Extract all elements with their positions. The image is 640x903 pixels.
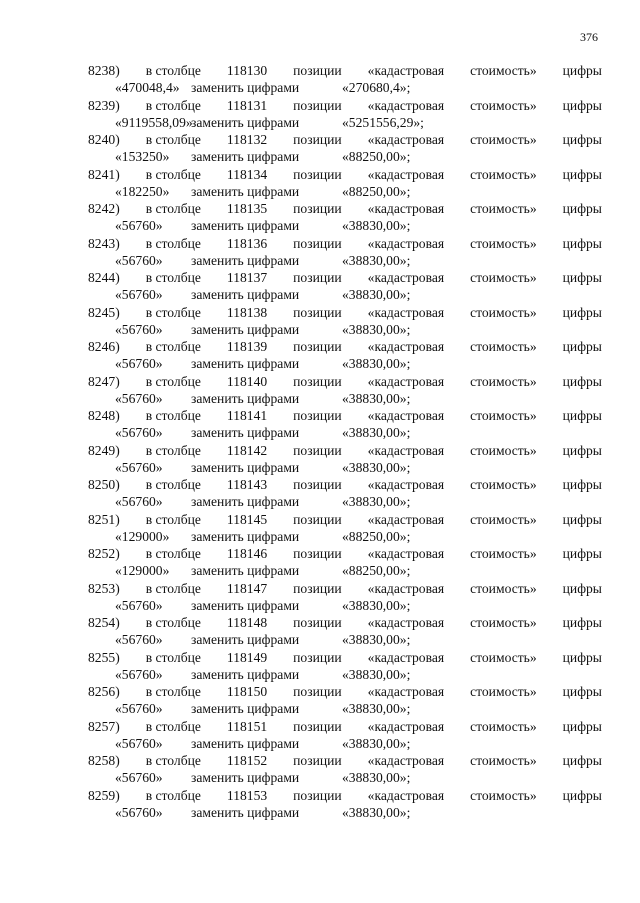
position-word: позиции — [293, 546, 342, 561]
amendment-line-2 — [115, 597, 415, 614]
digits-word: цифры — [562, 166, 602, 182]
replace-phrase: заменить цифрами — [191, 597, 300, 613]
replace-phrase: заменить цифрами — [191, 804, 300, 820]
amendment-item — [0, 511, 640, 546]
digits-word: цифры — [562, 442, 602, 458]
value-word: стоимость» — [470, 235, 537, 251]
position-word: позиции — [293, 787, 342, 803]
amendment-item — [0, 649, 640, 684]
old-value: «56760» — [115, 701, 163, 716]
cadastral-word: «кадастровая — [367, 132, 445, 147]
position-word: позиции — [293, 97, 342, 113]
amendment-item — [0, 614, 640, 649]
cadastral-word: «кадастровая — [367, 684, 445, 699]
amendment-item — [0, 683, 640, 718]
amendment-line-2 — [115, 321, 415, 338]
digits-word: цифры — [562, 546, 602, 561]
replace-phrase: заменить цифрами — [191, 563, 300, 578]
old-value: «56760» — [115, 632, 163, 647]
column-phrase: в столбце — [145, 718, 201, 734]
column-phrase: в столбце — [145, 373, 201, 389]
amendment-line-2 — [115, 804, 415, 821]
position-word: позиции — [293, 166, 342, 182]
value-word: стоимость» — [470, 442, 537, 458]
item-number: 8241) — [88, 166, 120, 182]
position-word: позиции — [293, 477, 342, 492]
item-number: 8252) — [88, 546, 120, 561]
position-word: позиции — [293, 718, 342, 734]
amendment-line-2 — [115, 424, 415, 441]
amendment-line-2 — [115, 631, 415, 648]
cadastral-word: «кадастровая — [367, 63, 445, 78]
new-value: «88250,00»; — [342, 563, 411, 578]
amendment-item — [0, 476, 640, 511]
amendment-item — [0, 62, 640, 97]
position-word: позиции — [293, 132, 342, 147]
replace-phrase: заменить цифрами — [191, 390, 300, 406]
cadastral-word: «кадастровая — [367, 718, 445, 734]
new-value: «38830,00»; — [342, 287, 411, 302]
value-word: стоимость» — [470, 546, 537, 561]
amendment-line-1 — [88, 338, 602, 355]
column-phrase: в столбце — [145, 408, 201, 423]
value-word: стоимость» — [470, 684, 537, 699]
value-word: стоимость» — [470, 649, 537, 665]
old-value: «56760» — [115, 321, 163, 337]
item-number: 8243) — [88, 235, 120, 251]
item-number: 8258) — [88, 753, 120, 768]
new-value: «38830,00»; — [342, 804, 411, 820]
column-phrase: в столбце — [145, 511, 201, 527]
item-number: 8245) — [88, 304, 120, 320]
replace-phrase: заменить цифрами — [191, 321, 300, 337]
item-number: 8250) — [88, 477, 120, 492]
cadastral-word: «кадастровая — [367, 304, 445, 320]
column-number: 118150 — [226, 684, 268, 699]
item-number: 8242) — [88, 201, 120, 216]
value-word: стоимость» — [470, 477, 537, 492]
amendment-line-1 — [88, 718, 602, 735]
value-word: стоимость» — [470, 97, 537, 113]
amendment-line-1 — [88, 97, 602, 114]
value-word: стоимость» — [470, 511, 537, 527]
digits-word: цифры — [562, 787, 602, 803]
new-value: «38830,00»; — [342, 770, 411, 785]
amendment-line-1 — [88, 200, 602, 217]
new-value: «5251556,29»; — [342, 114, 424, 130]
amendment-item — [0, 269, 640, 304]
new-value: «38830,00»; — [342, 632, 411, 647]
old-value: «56760» — [115, 218, 163, 233]
cadastral-word: «кадастровая — [367, 546, 445, 561]
column-phrase: в столбце — [145, 787, 201, 803]
amendment-line-2 — [115, 114, 424, 131]
amendment-line-2 — [115, 286, 415, 303]
old-value: «56760» — [115, 666, 163, 682]
amendment-line-1 — [88, 442, 602, 459]
digits-word: цифры — [562, 373, 602, 389]
replace-phrase: заменить цифрами — [191, 528, 300, 544]
value-word: стоимость» — [470, 787, 537, 803]
value-word: стоимость» — [470, 718, 537, 734]
page-number: 376 — [580, 30, 598, 44]
replace-phrase: заменить цифрами — [191, 252, 300, 268]
amendment-item — [0, 131, 640, 166]
position-word: позиции — [293, 580, 342, 596]
item-number: 8246) — [88, 339, 120, 354]
amendment-item — [0, 752, 640, 787]
column-number: 118137 — [226, 270, 268, 285]
digits-word: цифры — [562, 270, 602, 285]
cadastral-word: «кадастровая — [367, 235, 445, 251]
value-word: стоимость» — [470, 408, 537, 423]
column-number: 118136 — [226, 235, 268, 251]
amendment-line-2 — [115, 217, 415, 234]
column-number: 118130 — [226, 63, 268, 78]
old-value: «56760» — [115, 494, 163, 509]
item-number: 8259) — [88, 787, 120, 803]
digits-word: цифры — [562, 753, 602, 768]
amendment-line-2 — [115, 735, 415, 752]
replace-phrase: заменить цифрами — [191, 425, 300, 440]
column-phrase: в столбце — [145, 753, 201, 768]
value-word: стоимость» — [470, 166, 537, 182]
column-phrase: в столбце — [145, 684, 201, 699]
column-phrase: в столбце — [145, 546, 201, 561]
old-value: «470048,4» — [115, 80, 180, 95]
replace-phrase: заменить цифрами — [191, 770, 300, 785]
new-value: «88250,00»; — [342, 183, 411, 199]
new-value: «38830,00»; — [342, 321, 411, 337]
new-value: «38830,00»; — [342, 218, 411, 233]
amendment-line-2 — [115, 79, 415, 96]
amendment-line-1 — [88, 235, 602, 252]
amendment-line-1 — [88, 476, 602, 493]
amendment-line-2 — [115, 700, 415, 717]
value-word: стоимость» — [470, 270, 537, 285]
column-phrase: в столбце — [145, 442, 201, 458]
replace-phrase: заменить цифрами — [191, 666, 300, 682]
value-word: стоимость» — [470, 339, 537, 354]
position-word: позиции — [293, 63, 342, 78]
item-number: 8253) — [88, 580, 120, 596]
new-value: «38830,00»; — [342, 597, 411, 613]
digits-word: цифры — [562, 408, 602, 423]
cadastral-word: «кадастровая — [367, 787, 445, 803]
column-number: 118139 — [226, 339, 268, 354]
amendment-item — [0, 373, 640, 408]
old-value: «56760» — [115, 735, 163, 751]
item-number: 8249) — [88, 442, 120, 458]
column-phrase: в столбце — [145, 580, 201, 596]
position-word: позиции — [293, 753, 342, 768]
amendment-item — [0, 545, 640, 580]
cadastral-word: «кадастровая — [367, 166, 445, 182]
replace-phrase: заменить цифрами — [191, 459, 300, 475]
new-value: «38830,00»; — [342, 666, 411, 682]
old-value: «56760» — [115, 356, 163, 371]
replace-phrase: заменить цифрами — [191, 632, 300, 647]
old-value: «182250» — [115, 183, 170, 199]
position-word: позиции — [293, 201, 342, 216]
item-number: 8240) — [88, 132, 120, 147]
digits-word: цифры — [562, 615, 602, 630]
position-word: позиции — [293, 270, 342, 285]
position-word: позиции — [293, 442, 342, 458]
column-phrase: в столбце — [145, 615, 201, 630]
digits-word: цифры — [562, 477, 602, 492]
replace-phrase: заменить цифрами — [191, 80, 300, 95]
cadastral-word: «кадастровая — [367, 201, 445, 216]
new-value: «38830,00»; — [342, 459, 411, 475]
column-phrase: в столбце — [145, 235, 201, 251]
column-phrase: в столбце — [145, 304, 201, 320]
amendment-line-1 — [88, 580, 602, 597]
amendment-line-2 — [115, 493, 415, 510]
old-value: «129000» — [115, 528, 170, 544]
column-number: 118151 — [226, 718, 268, 734]
column-number: 118143 — [226, 477, 268, 492]
column-number: 118152 — [226, 753, 268, 768]
column-number: 118147 — [226, 580, 268, 596]
amendment-line-1 — [88, 787, 602, 804]
item-number: 8247) — [88, 373, 120, 389]
new-value: «270680,4»; — [342, 80, 411, 95]
column-phrase: в столбце — [145, 477, 201, 492]
column-number: 118141 — [226, 408, 268, 423]
new-value: «88250,00»; — [342, 528, 411, 544]
old-value: «56760» — [115, 287, 163, 302]
cadastral-word: «кадастровая — [367, 408, 445, 423]
cadastral-word: «кадастровая — [367, 615, 445, 630]
column-number: 118153 — [226, 787, 268, 803]
new-value: «38830,00»; — [342, 735, 411, 751]
cadastral-word: «кадастровая — [367, 649, 445, 665]
new-value: «38830,00»; — [342, 390, 411, 406]
column-phrase: в столбце — [145, 339, 201, 354]
amendment-line-2 — [115, 528, 415, 545]
replace-phrase: заменить цифрами — [191, 494, 300, 509]
cadastral-word: «кадастровая — [367, 511, 445, 527]
column-phrase: в столбце — [145, 132, 201, 147]
amendment-line-2 — [115, 252, 415, 269]
cadastral-word: «кадастровая — [367, 339, 445, 354]
column-phrase: в столбце — [145, 649, 201, 665]
new-value: «38830,00»; — [342, 356, 411, 371]
old-value: «56760» — [115, 390, 163, 406]
position-word: позиции — [293, 649, 342, 665]
digits-word: цифры — [562, 132, 602, 147]
old-value: «129000» — [115, 563, 170, 578]
position-word: позиции — [293, 373, 342, 389]
position-word: позиции — [293, 304, 342, 320]
column-number: 118138 — [226, 304, 268, 320]
old-value: «56760» — [115, 252, 163, 268]
amendment-line-2 — [115, 769, 415, 786]
value-word: стоимость» — [470, 63, 537, 78]
new-value: «88250,00»; — [342, 149, 411, 164]
replace-phrase: заменить цифрами — [191, 114, 300, 130]
column-phrase: в столбце — [145, 166, 201, 182]
column-number: 118146 — [226, 546, 268, 561]
cadastral-word: «кадастровая — [367, 270, 445, 285]
column-number: 118132 — [226, 132, 268, 147]
cadastral-word: «кадастровая — [367, 373, 445, 389]
amendment-item — [0, 718, 640, 753]
value-word: стоимость» — [470, 615, 537, 630]
amendment-line-1 — [88, 269, 602, 286]
digits-word: цифры — [562, 511, 602, 527]
value-word: стоимость» — [470, 132, 537, 147]
digits-word: цифры — [562, 339, 602, 354]
item-number: 8244) — [88, 270, 120, 285]
replace-phrase: заменить цифрами — [191, 149, 300, 164]
amendment-line-1 — [88, 649, 602, 666]
new-value: «38830,00»; — [342, 252, 411, 268]
old-value: «56760» — [115, 770, 163, 785]
amendment-line-2 — [115, 666, 415, 683]
digits-word: цифры — [562, 684, 602, 699]
value-word: стоимость» — [470, 753, 537, 768]
digits-word: цифры — [562, 304, 602, 320]
column-number: 118149 — [226, 649, 268, 665]
value-word: стоимость» — [470, 373, 537, 389]
digits-word: цифры — [562, 649, 602, 665]
new-value: «38830,00»; — [342, 701, 411, 716]
old-value: «56760» — [115, 804, 163, 820]
item-number: 8238) — [88, 63, 120, 78]
column-number: 118134 — [226, 166, 268, 182]
column-number: 118135 — [226, 201, 268, 216]
amendment-line-1 — [88, 752, 602, 769]
position-word: позиции — [293, 684, 342, 699]
item-number: 8256) — [88, 684, 120, 699]
amendment-line-1 — [88, 304, 602, 321]
replace-phrase: заменить цифрами — [191, 735, 300, 751]
item-number: 8239) — [88, 97, 120, 113]
amendment-line-1 — [88, 614, 602, 631]
amendment-line-1 — [88, 683, 602, 700]
position-word: позиции — [293, 235, 342, 251]
cadastral-word: «кадастровая — [367, 97, 445, 113]
amendment-item — [0, 580, 640, 615]
column-phrase: в столбце — [145, 97, 201, 113]
amendment-item — [0, 442, 640, 477]
cadastral-word: «кадастровая — [367, 580, 445, 596]
replace-phrase: заменить цифрами — [191, 701, 300, 716]
digits-word: цифры — [562, 718, 602, 734]
amendment-line-1 — [88, 511, 602, 528]
column-phrase: в столбце — [145, 63, 201, 78]
old-value: «56760» — [115, 597, 163, 613]
cadastral-word: «кадастровая — [367, 753, 445, 768]
value-word: стоимость» — [470, 201, 537, 216]
item-number: 8248) — [88, 408, 120, 423]
amendment-item — [0, 166, 640, 201]
digits-word: цифры — [562, 63, 602, 78]
amendment-line-1 — [88, 407, 602, 424]
amendment-line-2 — [115, 562, 415, 579]
amendment-line-1 — [88, 166, 602, 183]
new-value: «38830,00»; — [342, 425, 411, 440]
value-word: стоимость» — [470, 304, 537, 320]
amendment-line-1 — [88, 545, 602, 562]
old-value: «56760» — [115, 425, 163, 440]
column-number: 118131 — [226, 97, 268, 113]
digits-word: цифры — [562, 97, 602, 113]
position-word: позиции — [293, 511, 342, 527]
new-value: «38830,00»; — [342, 494, 411, 509]
amendment-line-1 — [88, 62, 602, 79]
amendment-item — [0, 407, 640, 442]
amendment-line-2 — [115, 183, 415, 200]
column-number: 118145 — [226, 511, 268, 527]
amendment-line-2 — [115, 355, 415, 372]
digits-word: цифры — [562, 201, 602, 216]
value-word: стоимость» — [470, 580, 537, 596]
item-number: 8257) — [88, 718, 120, 734]
column-phrase: в столбце — [145, 270, 201, 285]
position-word: позиции — [293, 615, 342, 630]
cadastral-word: «кадастровая — [367, 477, 445, 492]
amendment-line-2 — [115, 459, 415, 476]
item-number: 8251) — [88, 511, 120, 527]
old-value: «9119558,09» — [115, 114, 193, 130]
position-word: позиции — [293, 339, 342, 354]
column-number: 118148 — [226, 615, 268, 630]
amendment-item — [0, 787, 640, 822]
amendment-line-1 — [88, 373, 602, 390]
amendment-line-2 — [115, 148, 415, 165]
column-number: 118142 — [226, 442, 268, 458]
amendment-item — [0, 235, 640, 270]
column-phrase: в столбце — [145, 201, 201, 216]
old-value: «56760» — [115, 459, 163, 475]
amendment-item — [0, 97, 640, 132]
old-value: «153250» — [115, 149, 170, 164]
amendment-line-2 — [115, 390, 415, 407]
replace-phrase: заменить цифрами — [191, 356, 300, 371]
column-number: 118140 — [226, 373, 268, 389]
amendment-item — [0, 304, 640, 339]
amendment-line-1 — [88, 131, 602, 148]
digits-word: цифры — [562, 580, 602, 596]
amendment-list — [0, 62, 640, 821]
replace-phrase: заменить цифрами — [191, 183, 300, 199]
amendment-item — [0, 338, 640, 373]
replace-phrase: заменить цифрами — [191, 287, 300, 302]
position-word: позиции — [293, 408, 342, 423]
cadastral-word: «кадастровая — [367, 442, 445, 458]
replace-phrase: заменить цифрами — [191, 218, 300, 233]
item-number: 8254) — [88, 615, 120, 630]
item-number: 8255) — [88, 649, 120, 665]
amendment-item — [0, 200, 640, 235]
digits-word: цифры — [562, 235, 602, 251]
